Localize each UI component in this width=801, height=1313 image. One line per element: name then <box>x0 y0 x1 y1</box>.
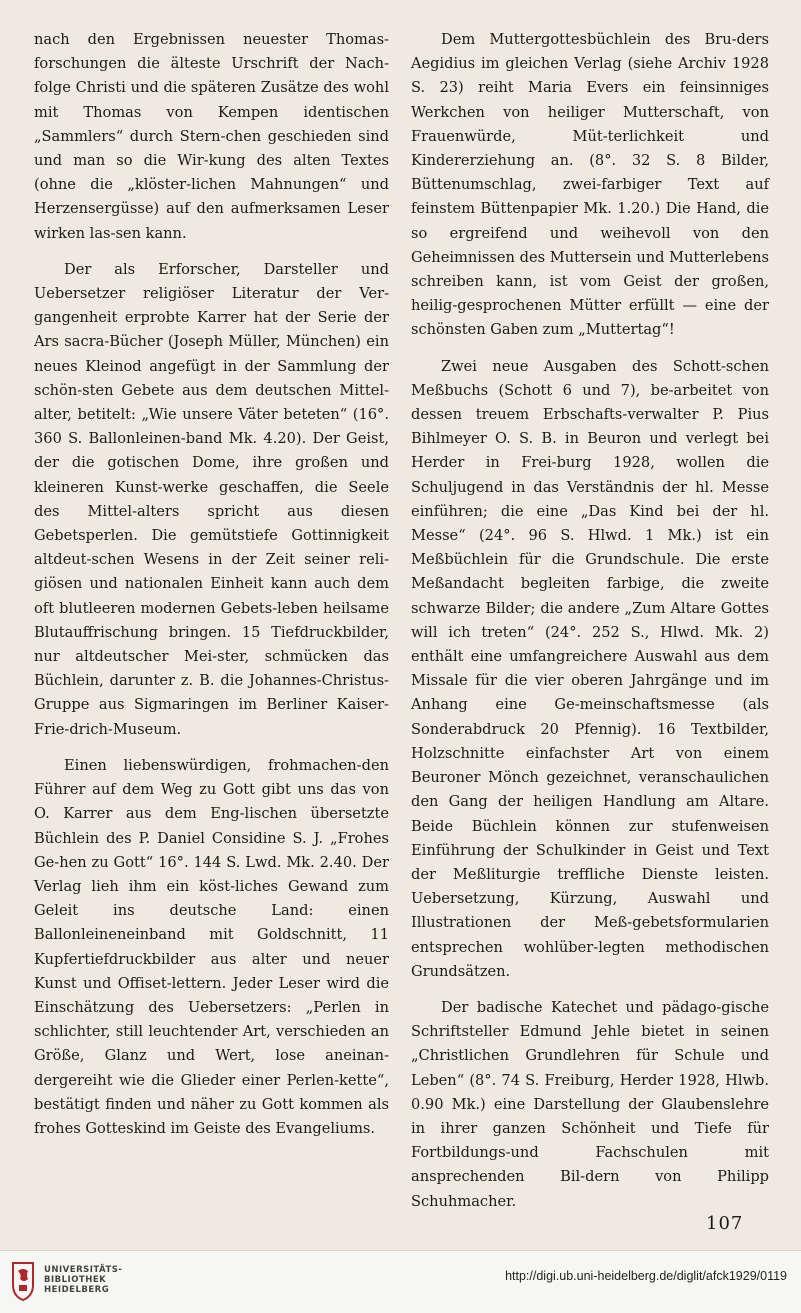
paragraph: Einen liebenswürdigen, frohmachen-den Führer auf dem Weg zu Gott gibt uns das von O. Karrer aus dem Eng-lischen übersetzte Büchlein des P. Daniel Considine S. J. „Frohes Ge-hen zu Gott“ 16°. 144 S. Lwd. Mk. 2.40. Der Verlag lieh ihm ein köst-liches Gewand zum Geleit ins deutsche Land: einen Ballonleineneinband mit Goldschnitt, 11 Kupfertiefdruckbilder aus alter und neuer Kunst und Offiset-lettern. Jeder Leser wird die Einschätzung des Uebersetzers: „Perlen in schlichter, still leuchtender Art, verschieden an Größe, Glanz und Wert, lose aneinan-dergereiht wie die Glieder einer Perlen-kette“, bestätigt finden und näher zu Gott kommen als frohes Gotteskind im Geiste des Evangeliums. <box>34 756 389 1137</box>
left-column <box>34 28 389 1153</box>
paragraph: Zwei neue Ausgaben des Schott-schen Meßbuchs (Schott 6 und 7), be-arbeitet von dessen treuem Erbschafts-verwalter P. Pius Bihlmeyer O. S. B. in Beuron und verlegt bei Herder in Frei-burg 1928, wollen die Schuljugend in das Verständnis der hl. Messe einführen; die eine „Das Kind bei der hl. Messe“ (24°. 96 S. Hlwd. 1 Mk.) ist ein Meßbüchlein für die Grundschule. Die erste Meßandacht begleiten farbige, die zweite schwarze Bilder; die andere „Zum Altare Gottes will ich treten“ (24°. 252 S., Hlwd. Mk. 2) enthält eine umfangreichere Auswahl aus dem Missale für die vier oberen Jahrgänge und im Anhang eine Ge-meinschaftsmesse (als Sonderabdruck 20 Pfennig). 16 Textbilder, Holzschnitte einfachster Art von einem Beuroner Mönch gezeichnet, veranschaulichen den Gang der heiligen Handlung am Altare. Beide Büchlein können zur stufenweisen Einführung der Schulkinder in Geist und Text der Meßliturgie treffliche Dienste leisten. Uebersetzung, Kürzung, Auswahl und Illustrationen der Meß-gebetsformularien entsprechen wohlüber-legten methodischen Grundsätzen. <box>411 357 769 980</box>
source-url-link[interactable]: http://digi.ub.uni-heidelberg.de/diglit/afck1929/0119 <box>505 1269 787 1283</box>
library-line: UNIVERSITÄTS- <box>44 1265 123 1275</box>
right-column <box>411 28 769 1226</box>
library-name <box>44 1265 122 1295</box>
paragraph: Der badische Katechet und pädago-gische Schriftsteller Edmund Jehle bietet in seinen „Christlichen Grundlehren für Schule und Leben“ (8°. 74 S. Freiburg, Herder 1928, Hlwb. 0.90 Mk.) eine Darstellung der Glaubenslehre in ihrer ganzen Schönheit und Tiefe für Fortbildungs-und Fachschulen mit ansprechenden Bil-dern von Philipp Schuhmacher. <box>411 998 769 1210</box>
digitization-footer <box>0 1250 801 1313</box>
library-line: HEIDELBERG <box>44 1285 110 1295</box>
paragraph: Der als Erforscher, Darsteller und Uebersetzer religiöser Literatur der Ver-gangenheit erprobte Karrer hat der Serie der Ars sacra-Bücher (Joseph Müller, München) ein neues Kleinod angefügt in der Sammlung der schön-sten Gebete aus dem deutschen Mittel-alter, betitelt: „Wie unsere Väter beteten“ (16°. 360 S. Ballonleinen-band Mk. 4.20). Der Geist, der die gotischen Dome, ihre großen und kleineren Kunst-werke geschaffen, die Seele des Mittel-alters spricht aus diesen Gebetsperlen. Die gemütstiefe Gottinnigkeit altdeut-schen Wesens in der Zeit seiner reli-giösen und nationalen Einheit kann auch dem oft blutleeren modernen Gebets-leben heilsame Blutauffrischung bringen. 15 Tiefdruckbilder, nur altdeutscher Mei-ster, schmücken das Büchlein, darunter z. B. die Johannes-Christus-Gruppe aus Sigmaringen im Berliner Kaiser-Frie-drich-Museum. <box>34 260 389 738</box>
paragraph: nach den Ergebnissen neuester Thomas-forschungen die älteste Urschrift der Nach-folge Christi und die späteren Zusätze des wohl mit Thomas von Kempen identischen „Sammlers“ durch Stern-chen geschieden sind und man so die Wir-kung des alten Textes (ohne die „klöster-lichen Mahnungen“ und Herzensergüsse) auf den aufmerksamen Leser wirken las-sen kann. <box>34 31 389 242</box>
paragraph: Dem Muttergottesbüchlein des Bru-ders Aegidius im gleichen Verlag (siehe Archiv 1928 S. 23) reiht Maria Evers ein feinsinniges Werkchen von heiliger Mutterschaft, von Frauenwürde, Müt-terlichkeit und Kindererziehung an. (8°. 32 S. 8 Bilder, Büttenumschlag, zwei-farbiger Text auf feinstem Büttenpapier Mk. 1.20.) Die Hand, die so ergreifend und weihevoll von den Geheimnissen des Muttersein und Mutterlebens schreiben kann, ist vom Geist der großen, heilig-gesprochenen Mütter erfüllt — eine der schönsten Gaben zum „Muttertag“! <box>411 31 769 339</box>
page-number: 107 <box>706 1213 744 1234</box>
heidelberg-lion-seal-icon <box>10 1261 36 1301</box>
library-line: BIBLIOTHEK <box>44 1275 107 1285</box>
